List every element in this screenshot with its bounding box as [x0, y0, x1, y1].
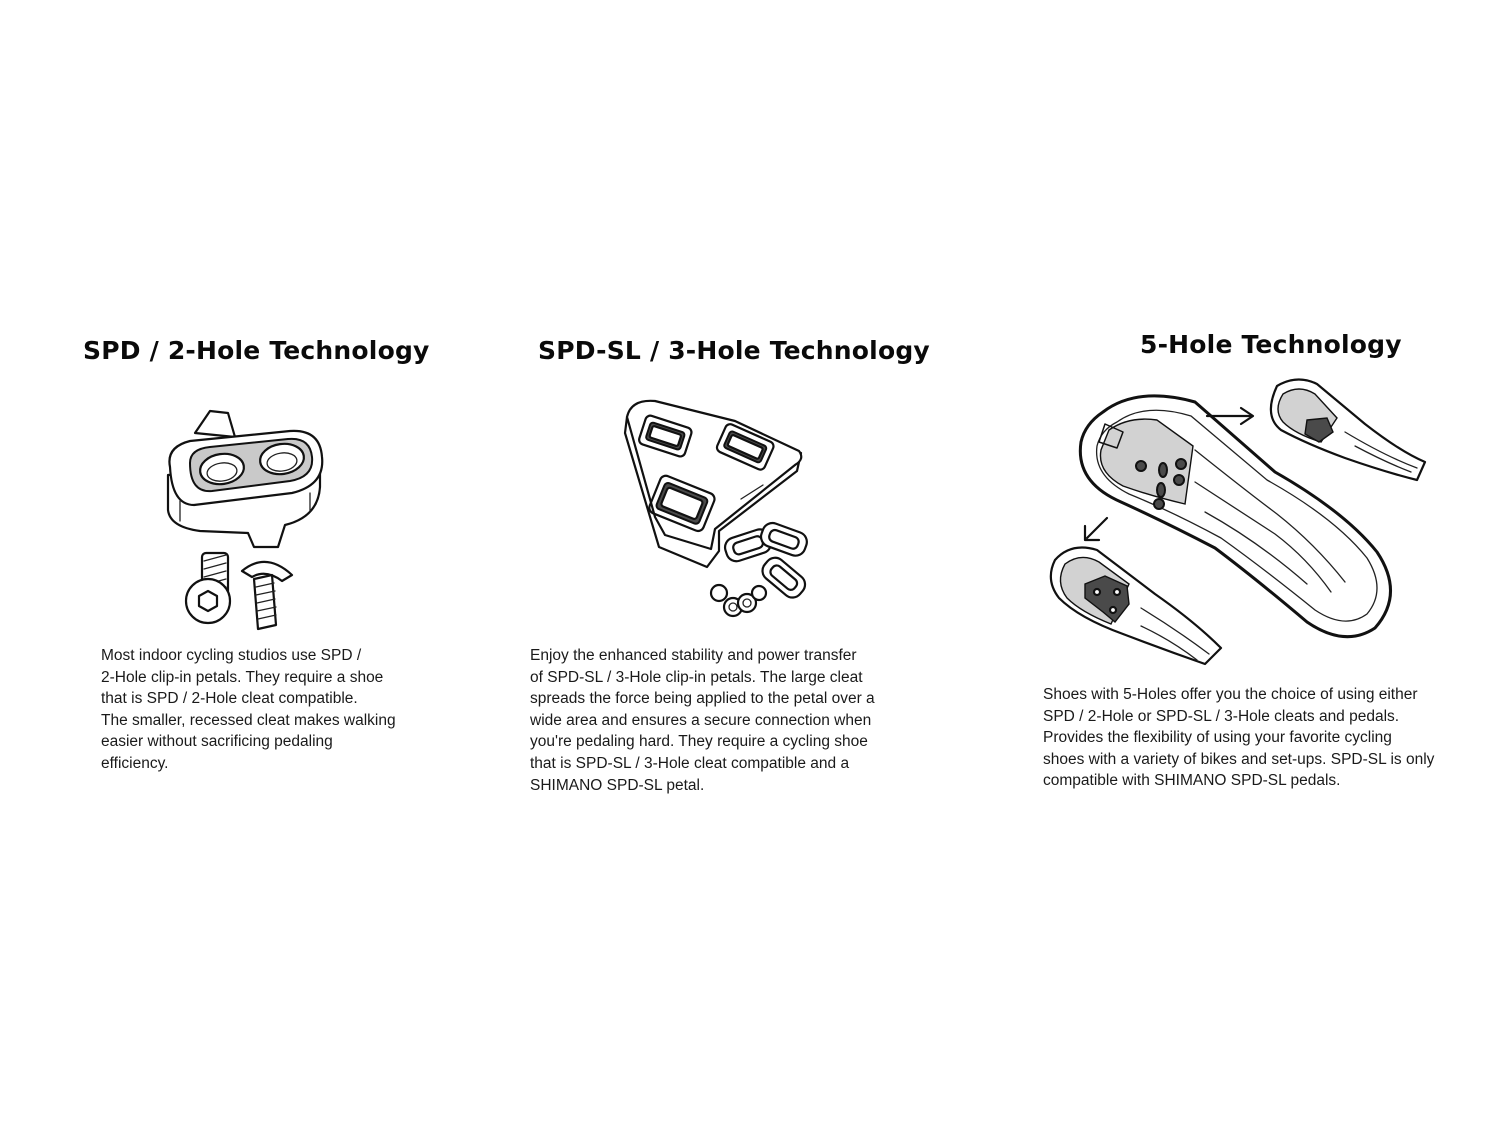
5-hole-shoe-sole-icon: [1045, 372, 1445, 672]
spd-sl-3-hole-cleat-icon: [615, 397, 815, 627]
panel-title: SPD-SL / 3-Hole Technology: [538, 336, 930, 365]
body-line: efficiency.: [101, 754, 169, 772]
body-line: SHIMANO SPD-SL petal.: [530, 776, 705, 794]
panel-body: [101, 645, 396, 775]
panel-5-hole: [1000, 0, 1500, 1125]
body-line: Shoes with 5-Holes offer you the choice of using either: [1043, 686, 1418, 703]
panel-spd-2-hole: [0, 0, 500, 1125]
panel-body: [530, 645, 875, 796]
panel-title: SPD / 2-Hole Technology: [83, 336, 430, 365]
body-line: spreads the force being applied to the petal over a: [530, 690, 875, 708]
body-line: that is SPD-SL / 3-Hole cleat compatible and a: [530, 754, 850, 772]
body-line: Provides the flexibility of using your favorite cycling: [1043, 729, 1392, 747]
panel-spd-sl-3-hole: [500, 0, 1000, 1125]
body-line: 2-Hole clip-in petals. They require a shoe: [101, 668, 384, 686]
body-line: wide area and ensures a secure connection when: [530, 711, 872, 729]
panel-title: 5-Hole Technology: [1140, 330, 1402, 359]
panel-body: [1043, 684, 1434, 792]
body-line: compatible with SHIMANO SPD-SL pedals.: [1043, 772, 1341, 790]
body-line: easier without sacrificing pedaling: [101, 733, 333, 751]
spd-2-hole-cleat-icon: [160, 405, 330, 635]
body-line: Most indoor cycling studios use SPD /: [101, 647, 362, 664]
body-line: Enjoy the enhanced stability and power transfer: [530, 647, 857, 664]
body-line: shoes with a variety of bikes and set-ups. SPD-SL is only: [1043, 750, 1435, 768]
body-line: The smaller, recessed cleat makes walking: [101, 711, 396, 729]
body-line: SPD / 2-Hole or SPD-SL / 3-Hole cleats and pedals.: [1043, 707, 1400, 725]
body-line: you're pedaling hard. They require a cycling shoe: [530, 733, 868, 751]
body-line: that is SPD / 2-Hole cleat compatible.: [101, 690, 358, 708]
body-line: of SPD-SL / 3-Hole clip-in petals. The large cleat: [530, 668, 863, 686]
